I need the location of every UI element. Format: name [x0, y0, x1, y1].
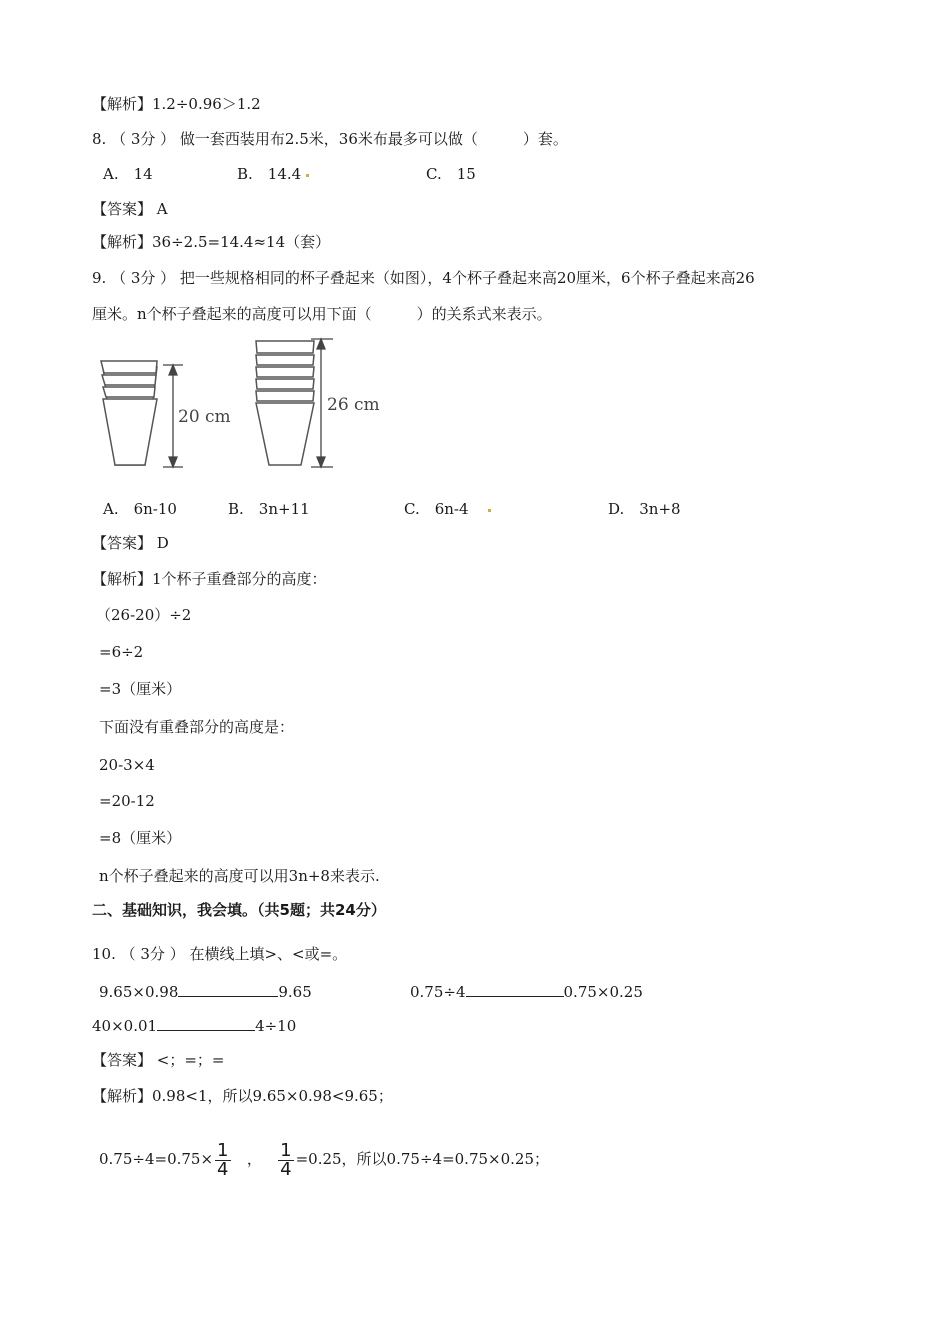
q10-analysis-1: 【解析】0.98<1，所以9.65×0.98<9.65； — [92, 1087, 393, 1105]
fraction-denominator: 4 — [280, 1158, 292, 1180]
q9-stem-line2: 厘米。n个杯子叠起来的高度可以用下面（ ）的关系式来表示。 — [92, 305, 552, 323]
label-20cm: 20 cm — [178, 407, 231, 427]
q9-analysis-line: 【解析】1个杯子重叠部分的高度： — [92, 570, 327, 588]
q9-analysis-line: 20-3×4 — [99, 756, 155, 774]
answer-blank[interactable] — [466, 982, 564, 997]
expr-left: 40×0.01 — [92, 1017, 158, 1035]
fraction-numerator: 1 — [217, 1139, 229, 1161]
q9-analysis-line: =20-12 — [99, 792, 155, 810]
section-heading: 二、基础知识，我会填。（共5题；共24分） — [92, 901, 386, 919]
answer-blank[interactable] — [178, 982, 278, 997]
q8-option-c: C. 15 — [426, 165, 476, 183]
q8-option-b — [237, 164, 309, 184]
q9-analysis-line: （26-20）÷2 — [96, 606, 192, 624]
analysis-text: ， — [246, 1150, 262, 1168]
q9-option-c — [404, 499, 491, 519]
q9-answer: 【答案】 D — [92, 534, 169, 552]
q9-option-d: D. 3n+8 — [608, 500, 681, 518]
label-26cm: 26 cm — [327, 395, 380, 415]
expr-right: 9.65 — [278, 983, 312, 1001]
prev-analysis: 【解析】1.2÷0.96＞1.2 — [92, 95, 261, 113]
q10-expr-1 — [99, 982, 312, 1002]
fraction-numerator: 1 — [280, 1139, 292, 1161]
q8-option-a: A. 14 — [103, 165, 153, 183]
fraction — [278, 1139, 293, 1180]
cups-figure — [95, 335, 395, 475]
analysis-text: 0.75÷4=0.75× — [99, 1150, 214, 1168]
expr-left: 0.75÷4 — [410, 983, 466, 1001]
analysis-text: =0.25，所以0.75÷4=0.75×0.25； — [295, 1150, 550, 1168]
expr-left: 9.65×0.98 — [99, 983, 179, 1001]
marker-dot — [306, 174, 309, 177]
expr-right: 4÷10 — [255, 1017, 297, 1035]
q9-analysis-line: =3（厘米） — [99, 680, 182, 698]
fraction-denominator: 4 — [217, 1158, 229, 1180]
q9-analysis-line: =6÷2 — [99, 643, 144, 661]
answer-blank[interactable] — [157, 1016, 255, 1031]
q9-analysis-line: n个杯子叠起来的高度可以用3n+8来表示. — [99, 867, 380, 885]
marker-dot — [488, 509, 491, 512]
q8-stem: 8. （ 3分 ） 做一套西装用布2.5米，36米布最多可以做（ ）套。 — [92, 130, 568, 148]
q8-analysis: 【解析】36÷2.5=14.4≈14（套） — [92, 233, 331, 251]
q8-option-b-text: B. 14.4 — [237, 165, 302, 183]
q10-expr-2 — [410, 982, 643, 1002]
fraction — [215, 1139, 230, 1180]
q10-answer: 【答案】 <；=；= — [92, 1051, 225, 1069]
q9-stem-line1: 9. （ 3分 ） 把一些规格相同的杯子叠起来（如图），4个杯子叠起来高20厘米，6个杯子叠起来高26 — [92, 269, 755, 287]
q8-answer: 【答案】 A — [92, 200, 168, 218]
q10-analysis-2 — [99, 1137, 549, 1181]
q10-expr-3 — [92, 1016, 296, 1036]
q9-option-a: A. 6n-10 — [103, 500, 177, 518]
expr-right: 0.75×0.25 — [563, 983, 643, 1001]
q10-stem: 10. （ 3分 ） 在横线上填>、<或=。 — [92, 945, 348, 963]
q9-option-c-text: C. 6n-4 — [404, 500, 469, 518]
q9-analysis-line: =8（厘米） — [99, 829, 182, 847]
q9-option-b: B. 3n+11 — [228, 500, 310, 518]
q9-analysis-line: 下面没有重叠部分的高度是： — [99, 718, 295, 736]
